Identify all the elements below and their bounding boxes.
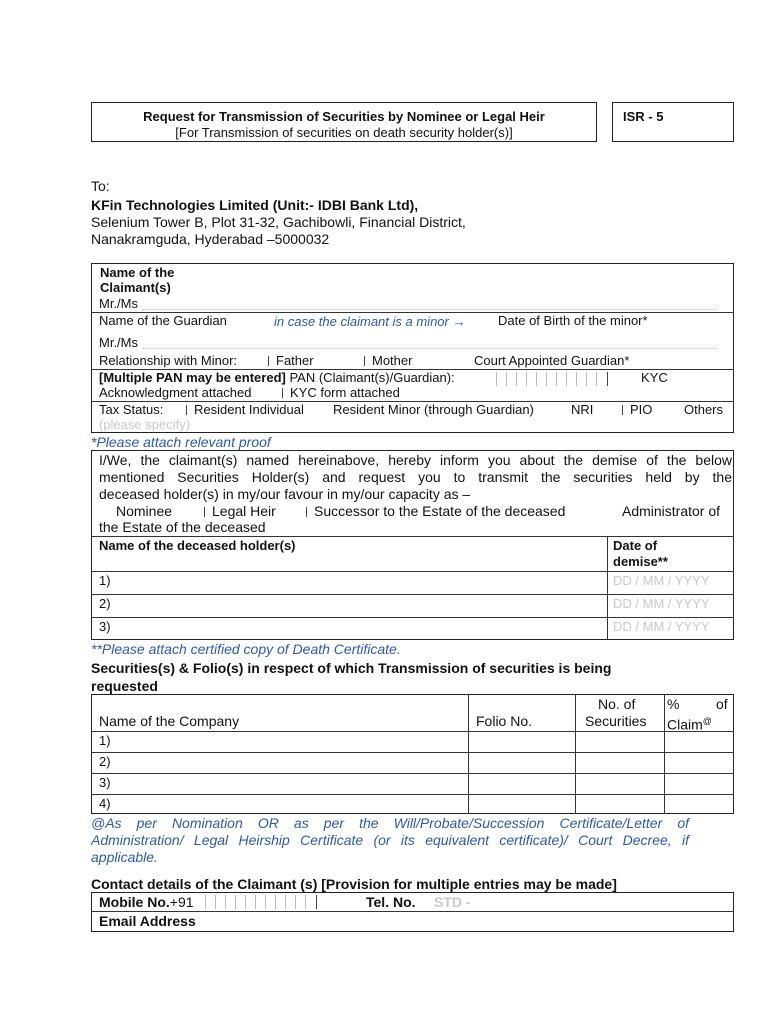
mother-checkbox[interactable] [364,356,368,366]
col-pct-of: of [716,696,728,712]
col-pct: % [667,696,680,712]
opt-administrator[interactable]: Administrator of [622,503,721,519]
relationship-label: Relationship with Minor: [99,353,238,368]
address-line-2: Nanakramguda, Hyderabad –5000032 [91,231,330,247]
note-nomination-3: applicable. [91,849,158,865]
note-nomination-2: Administration/ Legal Heirship Certificate (or its equivalent certificate)/ Court Decree, if [91,832,689,848]
mr-ms-claimant: Mr./Ms [99,296,138,311]
securities-row-1: 1) [99,733,111,748]
mr-ms-guardian: Mr./Ms [99,335,138,350]
father-checkbox[interactable] [268,356,272,366]
tax-pio-option[interactable]: PIO [622,402,652,418]
declaration-line-2: mentioned Securities Holder(s) and request you to transmit the securities held by the [99,469,732,485]
securities-table [91,694,734,814]
form-code: ISR - 5 [623,109,664,124]
rel-court-option[interactable]: Court Appointed Guardian* [474,353,630,368]
deceased-col-date: Date of [613,538,658,553]
mobile-input[interactable] [205,895,317,912]
claimant-name-label: Name of the [100,265,175,280]
please-specify-field[interactable]: (please specify) [99,417,191,432]
tax-nri-option[interactable]: NRI [571,402,594,417]
demise-date-1[interactable]: DD / MM / YYYY [613,573,710,588]
ack-label: Acknowledgment attached [99,385,252,400]
kyc-form-option[interactable]: KYC form attached [282,385,400,401]
securities-heading-2: requested [91,678,158,694]
tel-label: Tel. No. [366,894,416,910]
col-no-securities: No. of [598,696,636,712]
address-line-1: Selenium Tower B, Plot 31-32, Gachibowli, Financial District, [91,214,466,230]
contact-heading: Contact details of the Claimant (s) [Provision for multiple entries may be made] [91,876,617,892]
demise-date-2[interactable]: DD / MM / YYYY [613,596,710,611]
resident-checkbox[interactable] [186,405,190,415]
mobile-row: Mobile No.+91 [99,894,194,910]
deceased-row-2: 2) [99,596,111,611]
rel-mother-option[interactable]: Mother [364,353,412,369]
email-label: Email Address [99,913,196,929]
claimant-name-label-2: Claimant(s) [100,280,171,295]
deceased-col-date-2: demise** [613,554,668,569]
std-field[interactable]: STD - [434,894,471,910]
to-label: To: [91,178,110,194]
company-name: KFin Technologies Limited (Unit:- IDBI Bank Ltd), [91,197,419,213]
form-title-box [91,102,597,142]
kyc-form-checkbox[interactable] [282,388,286,398]
securities-row-2: 2) [99,754,111,769]
claimant-name-field[interactable] [142,309,716,310]
pio-checkbox[interactable] [622,405,626,415]
col-company: Name of the Company [99,713,240,729]
note-relevant-proof: *Please attach relevant proof [91,434,271,450]
securities-row-4: 4) [99,796,111,811]
guardian-label: Name of the Guardian [99,313,227,328]
opt-legal-heir[interactable]: Legal Heir [204,503,276,519]
col-folio: Folio No. [476,713,533,729]
pan-row: [Multiple PAN may be entered] PAN (Claimant(s)/Guardian): [99,370,455,385]
tax-minor-option[interactable]: Resident Minor (through Guardian) [333,402,534,417]
opt-successor[interactable]: Successor to the Estate of the deceased [306,503,565,519]
pan-input[interactable] [496,372,608,389]
successor-checkbox[interactable] [306,507,310,517]
kyc-label: KYC [641,370,668,385]
declaration-line-3: deceased holder(s) in my/our favour in my/our capacity as – [99,486,471,502]
tax-label: Tax Status: [99,402,164,417]
deceased-col-name: Name of the deceased holder(s) [99,538,296,553]
declaration-line-1: I/We, the claimant(s) named hereinabove, hereby inform you about the demise of the below [99,452,732,468]
securities-row-3: 3) [99,775,111,790]
deceased-row-3: 3) [99,619,111,634]
securities-heading: Securities(s) & Folio(s) in respect of which Transmission of securities is being [91,660,612,676]
form-subtitle: [For Transmission of securities on death security holder(s)] [175,125,513,140]
opt-nominee[interactable]: Nominee [116,503,173,519]
deceased-row-1: 1) [99,573,111,588]
demise-date-3[interactable]: DD / MM / YYYY [613,619,710,634]
tax-others-option[interactable]: Others [684,402,724,417]
guardian-note: in case the claimant is a minor → [274,314,466,329]
guardian-name-field[interactable] [142,348,716,349]
legal-heir-checkbox[interactable] [204,507,208,517]
opt-administrator-2: the Estate of the deceased [99,519,266,535]
col-pct-claim: Claim@ [667,716,712,733]
col-no-securities-2: Securities [585,713,647,729]
dob-label: Date of Birth of the minor* [498,313,648,328]
note-nomination-1: @As per Nomination OR as per the Will/Probate/Succession Certificate/Letter of [91,815,689,831]
note-death-certificate: **Please attach certified copy of Death Certificate. [91,641,401,657]
form-code-box [612,102,734,142]
form-title: Request for Transmission of Securities by Nominee or Legal Heir [143,109,545,124]
tax-resident-option[interactable]: Resident Individual [186,402,304,418]
rel-father-option[interactable]: Father [268,353,314,369]
